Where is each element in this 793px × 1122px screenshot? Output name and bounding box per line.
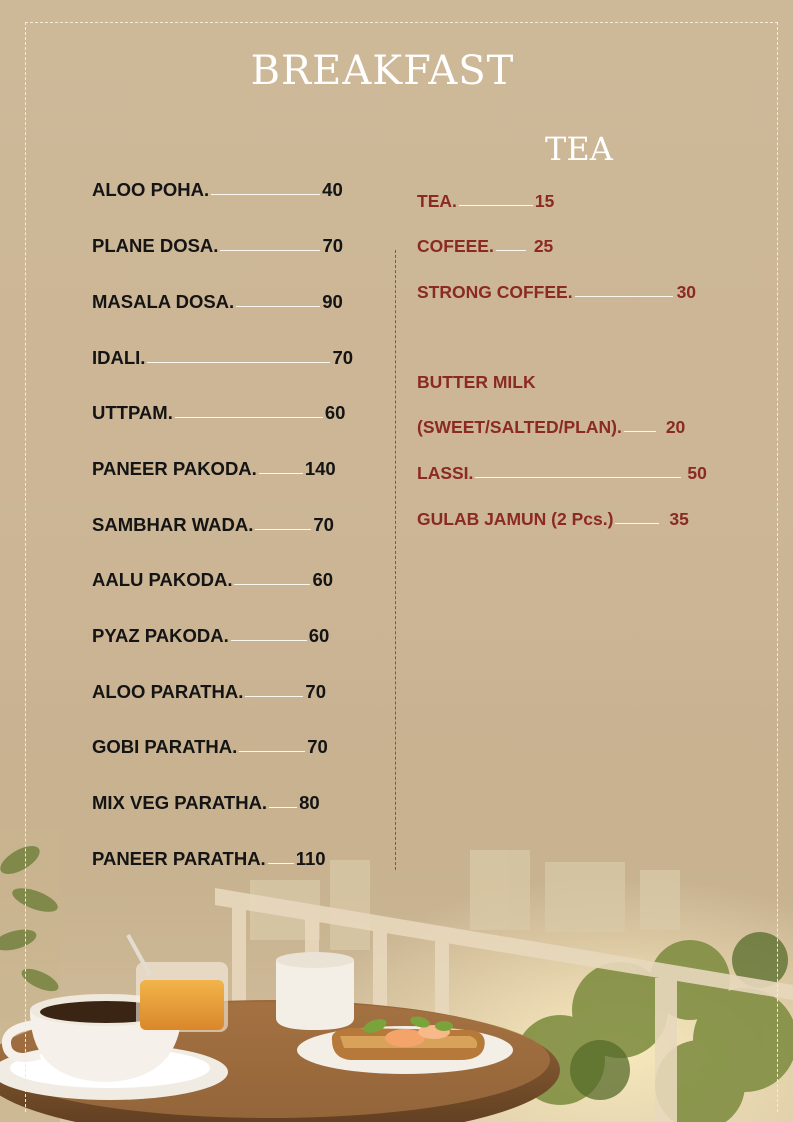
menu-item: [92, 400, 345, 426]
menu-item: [92, 623, 329, 649]
column-divider: [395, 250, 396, 870]
dotted-leader: [255, 529, 311, 530]
menu-item: [92, 233, 343, 259]
dotted-leader: [269, 807, 297, 808]
menu-item: [417, 414, 685, 440]
item-price: 70: [313, 514, 334, 535]
menu-item: [92, 289, 343, 315]
menu-item: [92, 512, 334, 538]
item-name: STRONG COFFEE.: [417, 281, 573, 302]
item-price: 70: [305, 681, 326, 702]
menu-item: [92, 567, 333, 593]
dotted-leader: [147, 362, 330, 363]
item-price: 50: [687, 462, 707, 483]
item-price: 30: [676, 281, 697, 302]
item-name: GOBI PARATHA.: [92, 736, 238, 757]
item-price: 70: [332, 347, 354, 368]
item-price: 60: [324, 402, 346, 423]
tea-section-title: TEA: [545, 130, 613, 168]
dotted-leader: [175, 417, 323, 418]
dotted-leader: [268, 863, 294, 864]
item-name: PANEER PAKODA.: [92, 458, 257, 479]
item-name: GULAB JAMUN (2 Pcs.): [417, 508, 614, 529]
menu-item: [417, 279, 696, 305]
item-name: COFEEE.: [417, 235, 494, 256]
dotted-leader: [211, 194, 320, 195]
item-price: 70: [307, 736, 328, 757]
item-name: PLANE DOSA.: [92, 235, 219, 256]
item-price: 40: [322, 179, 343, 200]
menu-item: [92, 790, 320, 816]
item-name: ALOO POHA.: [92, 179, 210, 200]
menu-item: [92, 345, 353, 371]
dotted-leader: [231, 640, 307, 641]
item-name: ALOO PARATHA.: [92, 681, 244, 702]
dotted-leader: [220, 250, 320, 251]
item-price: 60: [312, 569, 334, 590]
dotted-leader: [259, 473, 303, 474]
item-price: 20: [665, 416, 686, 437]
dotted-leader: [615, 523, 659, 524]
menu-item: [92, 177, 343, 203]
item-name: (SWEET/SALTED/PLAN).: [417, 416, 622, 437]
item-name: LASSI.: [417, 462, 474, 483]
dotted-leader: [459, 205, 533, 206]
dotted-leader: [624, 431, 656, 432]
menu-title: BREAKFAST: [250, 48, 515, 94]
item-name: UTTPAM.: [92, 402, 173, 423]
item-price: 25: [533, 235, 554, 256]
menu-item: [92, 679, 326, 705]
menu-item: [92, 456, 336, 482]
menu-item: [417, 460, 707, 486]
item-price: 70: [322, 235, 344, 256]
item-name: SAMBHAR WADA.: [92, 514, 254, 535]
dotted-leader: [245, 696, 303, 697]
item-price: 90: [322, 291, 343, 312]
dotted-leader: [496, 250, 526, 251]
dotted-leader: [475, 477, 681, 478]
item-price: 80: [299, 792, 320, 813]
menu-item: [417, 233, 553, 259]
menu-item: [417, 506, 689, 532]
dotted-leader: [236, 306, 320, 307]
butter-milk-heading: BUTTER MILK: [417, 372, 536, 392]
menu-item: [92, 734, 328, 760]
dotted-leader: [575, 296, 673, 297]
item-price: 60: [308, 625, 330, 646]
item-name: PANEER PARATHA.: [92, 848, 266, 869]
menu-item: [92, 846, 326, 872]
menu-item: [417, 188, 554, 214]
item-name: TEA.: [417, 190, 457, 211]
item-price: 110: [295, 848, 326, 869]
dotted-leader: [234, 584, 310, 585]
item-price: 140: [304, 458, 336, 479]
item-name: PYAZ PAKODA.: [92, 625, 229, 646]
item-price: 35: [669, 508, 689, 529]
dotted-leader: [239, 751, 305, 752]
item-name: IDALI.: [92, 347, 146, 368]
item-name: MASALA DOSA.: [92, 291, 235, 312]
item-name: AALU PAKODA.: [92, 569, 233, 590]
item-name: MIX VEG PARATHA.: [92, 792, 268, 813]
item-price: 15: [534, 190, 555, 211]
